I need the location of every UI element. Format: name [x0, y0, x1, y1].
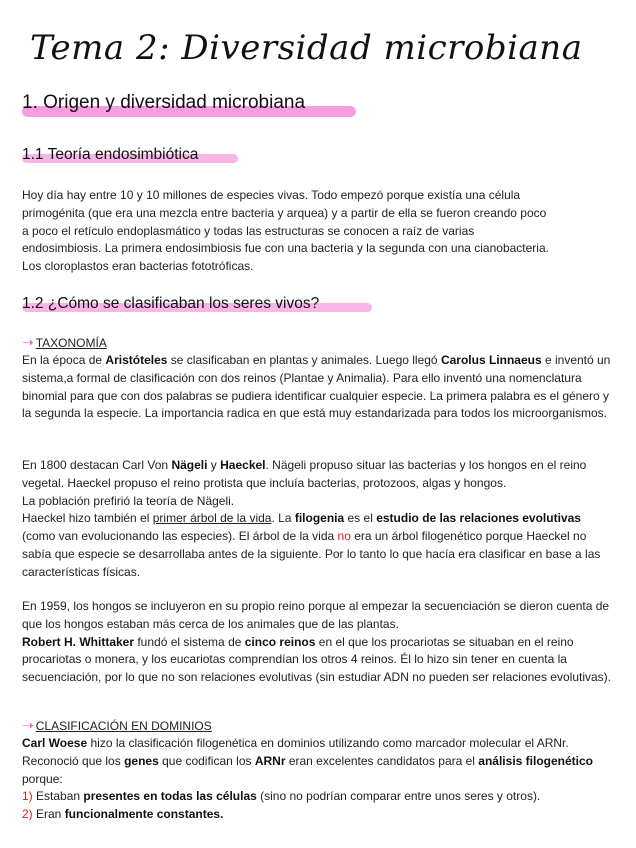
- list-item: 1) Estaban presentes en todas las células (sino no podrían comparar entre unos seres y otros).: [22, 789, 541, 804]
- section-1-1-heading-text: 1.1 Teoría endosimbiótica: [22, 146, 199, 163]
- text-paragraph: En la época de Aristóteles se clasificaban en plantas y animales. Luego llegó Carolus Linnaeus e inventó un sistema,a formal de clasificación con dos reinos (Plantae y Animalia). Para ello inventó una nomenclatura binomial para que con dos palabras se pudiera identificar cualquier especie. La primera palabra es el género y la segunda la especie. La importancia radica en que está muy estandarizada para todos los microorganismos.: [22, 353, 611, 421]
- paragraph-taxonomia: [22, 352, 612, 423]
- paragraph-nageli-haeckel: [22, 457, 612, 582]
- section-1-2-heading: [22, 295, 319, 313]
- text-paragraph: Robert H. Whittaker fundó el sistema de cinco reinos en el que los procariotas se situaban en el reino procariotas o monera, y los eucariotas comprendían los otros 4 reinos. Él lo hizo sin tener en cuenta la secuenciación, por lo que no son relaciones evolutivas (sin estudiar ADN no pueden ser relaciones evolutivas).: [22, 634, 612, 685]
- text-paragraph: Haeckel hizo también el primer árbol de la vida. La filogenia es el estudio de las relaciones evolutivas (como van evolucionando las especies). El árbol de la vida no era un árbol filogenético porque Haeckel no sabía que especie se desarrollaba antes de la siguiente. Por lo tanto lo que hacía era clasificar en base a las características físicas.: [22, 511, 601, 579]
- section-1-heading-text: 1. Origen y diversidad microbiana: [22, 92, 306, 113]
- text-line: Los cloroplastos eran bacterias fototróficas.: [22, 259, 254, 274]
- paragraph-whittaker: [22, 598, 612, 687]
- text-line: endosimbiosis. La primera endosimbiosis fue con una bacteria y la segunda con una cianobacteria.: [22, 241, 549, 256]
- text-line: Hoy día hay entre 10 y 10 millones de especies vivas. Todo empezó porque existía una célula: [22, 188, 521, 202]
- paragraph-endosymbiosis: [22, 187, 612, 276]
- paragraph-dominios: [22, 735, 612, 824]
- subheading-dominios: [22, 717, 212, 734]
- section-1-1-heading: [22, 146, 198, 164]
- page-title: Tema 2: Diversidad microbiana: [30, 28, 583, 68]
- subheading-label: TAXONOMÍA: [35, 335, 107, 350]
- text-paragraph: En 1800 destacan Carl Von Nägeli y Haeckel. Nägeli propuso situar las bacterias y los hongos en el reino vegetal. Haeckel propuso el reino protista que incluía bacterias, protozoos, algas y hongos.: [22, 458, 587, 490]
- section-1-heading: [22, 92, 305, 114]
- arrow-icon: ➝: [22, 717, 34, 733]
- arrow-icon: ➝: [22, 334, 34, 350]
- text-paragraph: En 1959, los hongos se incluyeron en su propio reino porque al empezar la secuenciación se dieron cuenta de que los hongos estaban más cerca de los animales que de las plantas.: [22, 599, 610, 631]
- list-item: 2) Eran funcionalmente constantes.: [22, 807, 224, 822]
- text-line: primogénita (que era una mezcla entre bacteria y arquea) y a partir de ella se fueron creando poco: [22, 205, 547, 220]
- text-paragraph: Carl Woese hizo la clasificación filogenética en dominios utilizando como marcador molecular el ARNr. Reconoció que los genes que codifican los ARNr eran excelentes candidatos para el análisis filogenético porque:: [22, 736, 593, 786]
- section-1-2-heading-text: 1.2 ¿Cómo se clasificaban los seres vivos?: [22, 295, 320, 312]
- text-line: a poco el retículo endoplasmático y todas las estructuras se conocen a raíz de varias: [22, 223, 475, 238]
- subheading-label: CLASIFICACIÓN EN DOMINIOS: [35, 718, 212, 733]
- text-line: La población prefirió la teoría de Nägeli.: [22, 493, 235, 508]
- subheading-taxonomia: [22, 334, 107, 351]
